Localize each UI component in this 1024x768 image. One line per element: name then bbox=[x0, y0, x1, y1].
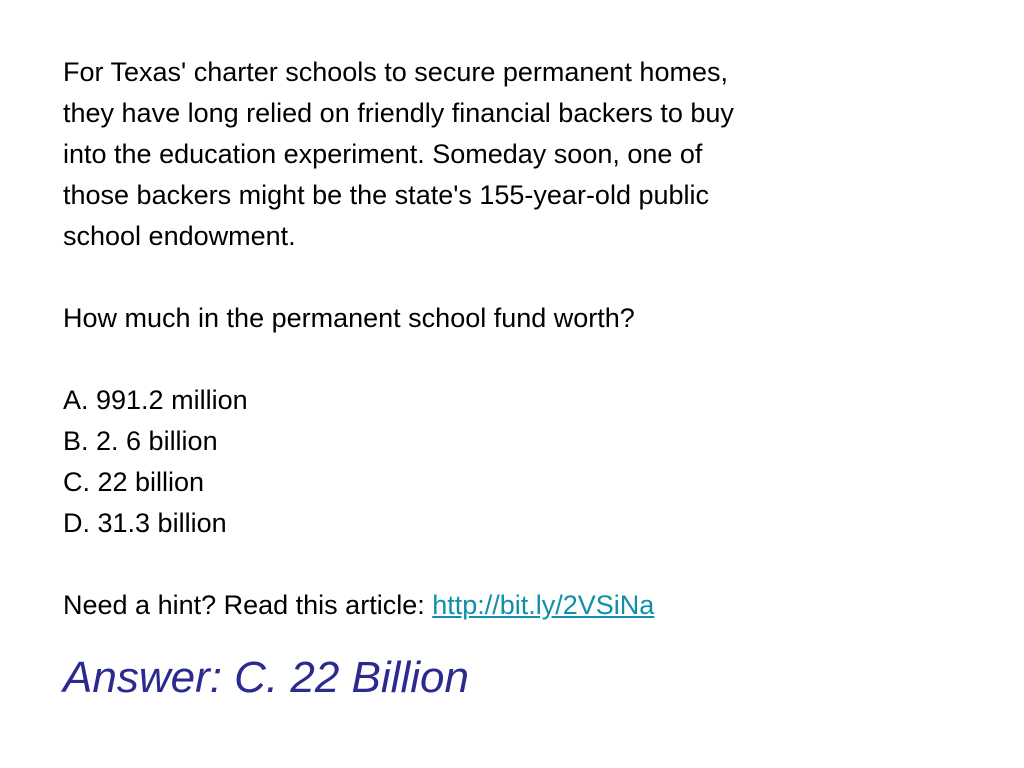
option-d: D. 31.3 billion bbox=[63, 508, 227, 538]
spacer bbox=[63, 339, 963, 380]
intro-paragraph bbox=[63, 52, 963, 257]
options-list bbox=[63, 380, 963, 544]
article-link[interactable]: http://bit.ly/2VSiNa bbox=[432, 590, 655, 620]
intro-line: For Texas' charter schools to secure permanent homes, bbox=[63, 57, 728, 87]
hint-line bbox=[63, 585, 963, 626]
question-text: How much in the permanent school fund worth? bbox=[63, 303, 635, 333]
intro-line: they have long relied on friendly financial backers to buy bbox=[63, 98, 734, 128]
spacer bbox=[63, 257, 963, 298]
option-c: C. 22 billion bbox=[63, 467, 205, 497]
hint-text: Need a hint? Read this article: bbox=[63, 590, 433, 620]
option-b: B. 2. 6 billion bbox=[63, 426, 218, 456]
slide-content bbox=[63, 52, 963, 704]
answer-text: Answer: C. 22 Billion bbox=[63, 653, 469, 702]
intro-line: those backers might be the state's 155-year-old public bbox=[63, 180, 710, 210]
option-a: A. 991.2 million bbox=[63, 385, 248, 415]
spacer bbox=[63, 544, 963, 585]
intro-line: into the education experiment. Someday soon, one of bbox=[63, 139, 703, 169]
intro-line: school endowment. bbox=[63, 221, 296, 251]
